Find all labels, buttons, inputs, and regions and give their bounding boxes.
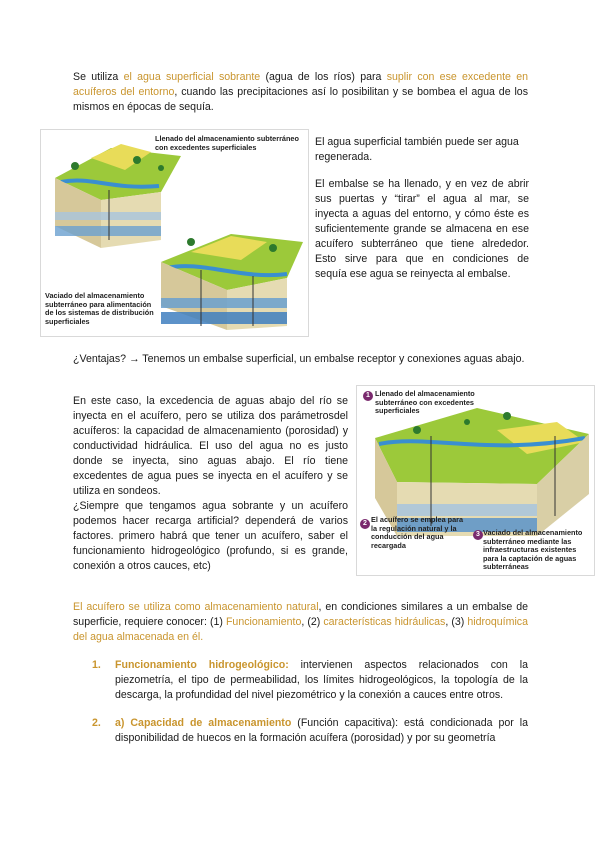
list-item-2	[92, 716, 528, 746]
list-item-text: intervienen aspectos relacionados con la piezometría, el tipo de permeabilidad, los límites hidrogeológicos, la topología de la descarga, la profundidad del nivel piezométrico y la conexión a cauces entre otros.	[115, 659, 528, 701]
figure1-label-top: Llenado del almacenamiento subterráneo con excedentes superficiales	[155, 134, 299, 152]
figure2-badge-3: 3	[473, 530, 483, 540]
intro-paragraph: Se utiliza el agua superficial sobrante (agua de los ríos) para suplir con ese excedente en acuíferos del entorno, cuando las precipitaciones así lo posibilitan y se bombea el agua de los mismos en épocas de sequía.	[73, 71, 528, 113]
left-paragraph-1: En este caso, la excedencia de aguas abajo del río se inyecta en el acuífero, pero se utiliza dos parámetrosdel acuíferos: la capacidad de almacenamiento (porosidad) y conductividad hidráulica. El uso del agua no es justo donde se inyecta, sino aguas abajo. El río tiene excedentes de agua pues se inyecta en el acuífero y se utiliza en sondeos.	[73, 395, 348, 497]
side-text-p2: El embalse se ha llenado, y en vez de abrir sus puertas y “tirar” el agua al mar, se inyecta a aguas del entorno, y cómo éste es suficientemente grande se almacena en ese acuífero subterráneo que tiene alrededor. Esto sirve para que en condiciones de sequía ese agua se reinyecta al embalse.	[315, 178, 529, 280]
aquifer-storage-paragraph: El acuífero se utiliza como almacenamiento natural, en condiciones similares a un embalse de superficie, requiere conocer: (1) Funcionamiento, (2) características hidráulicas, (3) hidroquímica del agua almacenada en él.	[73, 601, 528, 643]
list-number: 1.	[92, 659, 101, 671]
figure2-badge-1: 1	[363, 391, 373, 401]
highlight-supply-aquifers: suplir con ese excedente en acuíferos del entorno	[73, 71, 528, 98]
list-item-1	[92, 658, 528, 703]
figure2-label-3: Vaciado del almacenamiento subterráneo mediante las infraestructuras existentes para la captación de aguas subterráneas	[483, 528, 583, 571]
figure2-label-2: El acuífero se emplea para la regulación natural y la conducción del agua recargada	[371, 515, 464, 550]
list-item-title: a) Capacidad de almacenamiento	[115, 717, 292, 729]
side-text-p1: El agua superficial también puede ser agua regenerada.	[315, 136, 519, 163]
list-number: 2.	[92, 717, 101, 729]
list-item-text: (Función capacitiva): está condicionada por la disponibilidad de huecos en la formación acuífera (porosidad) y por su geometría	[115, 717, 528, 744]
left-paragraph-2: ¿Siempre que tengamos agua sobrante y un acuífero podemos hacer recarga artificial? dependerá de varios factores. primero habrá que tener un acuífero, saber el funcionamiento hidrogeológico (profundo, si es grande, conexión a otros cauces, etc)	[73, 500, 348, 572]
ventajas-paragraph: ¿Ventajas? → Tenemos un embalse superficial, un embalse receptor y conexiones aguas abajo.	[73, 353, 525, 365]
recharge-diagram-image	[40, 129, 309, 337]
figure1-label-bottom: Vaciado del almacenamiento subterráneo para alimentación de los sistemas de distribución superficiales	[45, 291, 154, 326]
highlight-surface-water: el agua superficial sobrante	[123, 71, 261, 83]
list-item-title: Funcionamiento hidrogeológico:	[115, 659, 289, 671]
figure2-badge-2: 2	[360, 519, 370, 529]
figure2-label-1: Llenado del almacenamiento subterráneo con excedentes superficiales	[375, 389, 475, 415]
aquifer-regulation-diagram-image	[356, 385, 595, 576]
